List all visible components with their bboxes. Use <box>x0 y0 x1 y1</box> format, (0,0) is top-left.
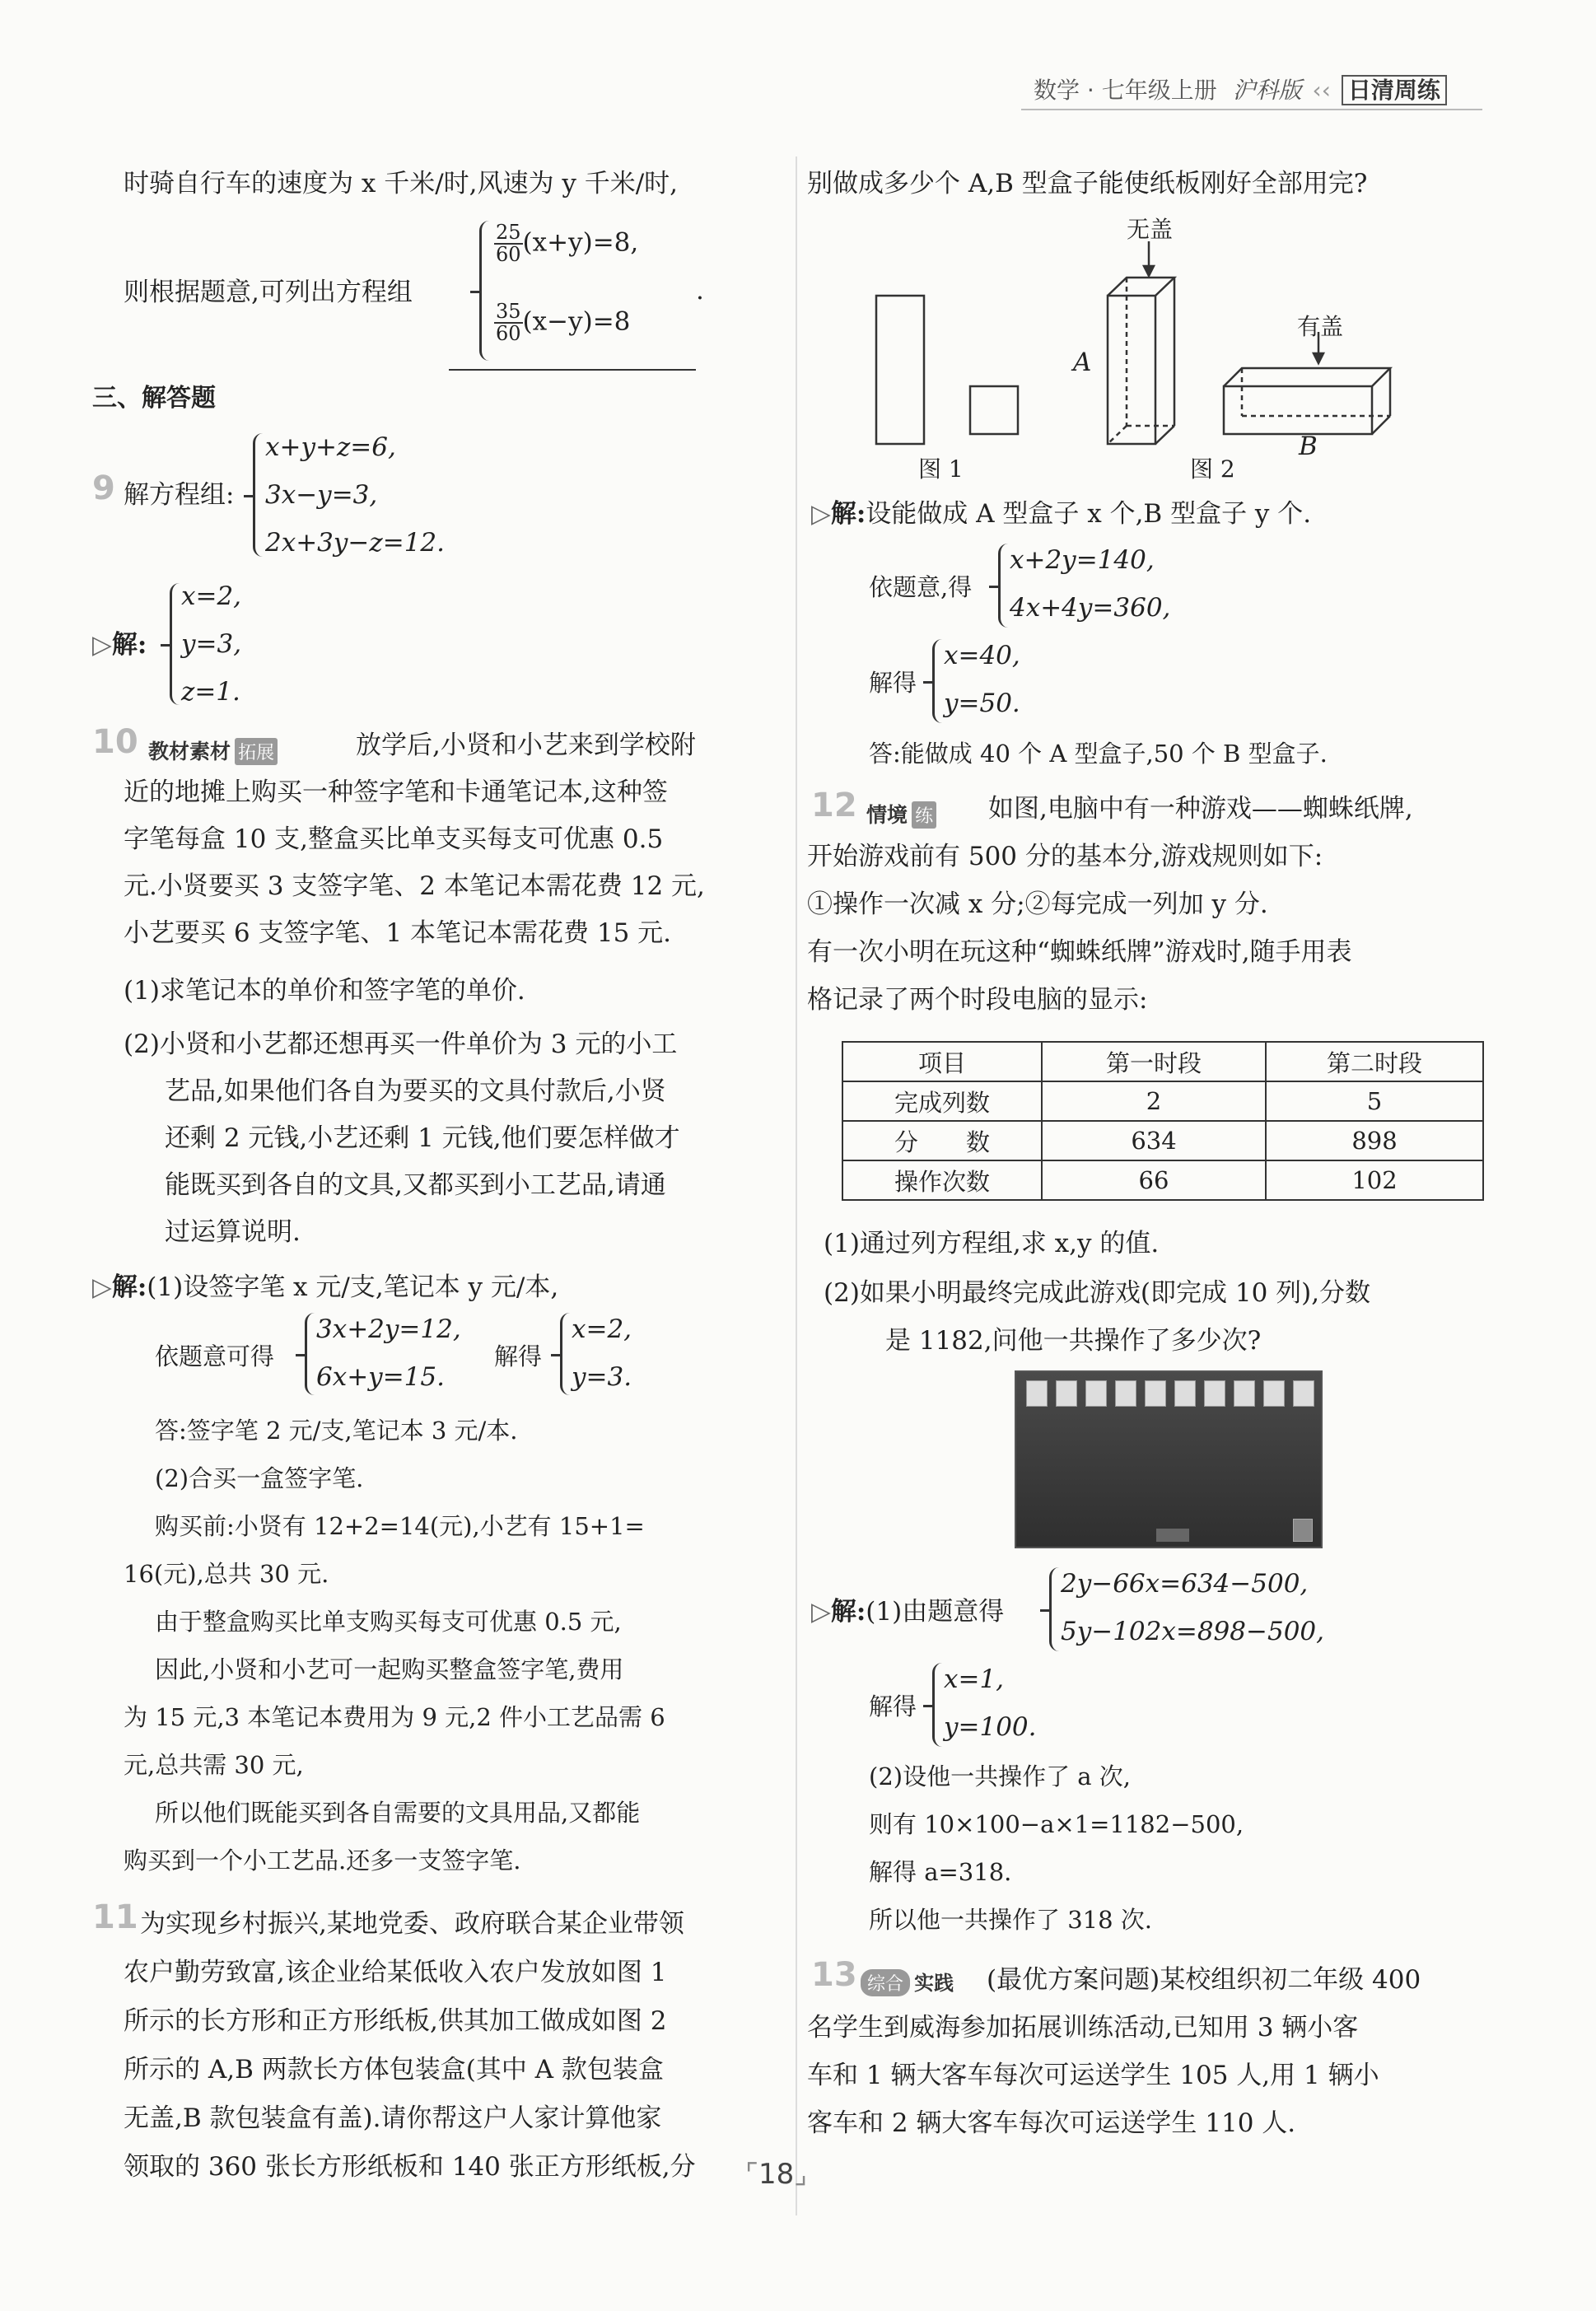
table-cell: 2 <box>1042 1081 1266 1121</box>
q11-line6: 领取的 360 张长方形纸板和 140 张正方形纸板,分 <box>124 2152 696 2182</box>
q13-line2: 名学生到威海参加拓展训练活动,已知用 3 辆小客 <box>807 2013 1359 2043</box>
q9-prompt: 解方程组: <box>124 480 235 510</box>
q10-line1: 放学后,小贤和小艺来到学校附 <box>356 731 696 760</box>
table-cell: 完成列数 <box>842 1081 1042 1121</box>
q12-tag-badge: 练 <box>912 801 936 829</box>
card-icon <box>1174 1380 1196 1407</box>
page-number-bracket-icon: ⌜ <box>745 2158 758 2191</box>
q11-answer: 答:能做成 40 个 A 型盒子,50 个 B 型盒子. <box>869 740 1328 768</box>
table-header-cell: 第一时段 <box>1042 1042 1266 1081</box>
q8-period: . <box>696 276 704 306</box>
q12-number: 12 <box>811 787 857 824</box>
q8-brace <box>479 221 490 361</box>
q12-sol-eq2: 5y−102x=898−500, <box>1061 1617 1325 1646</box>
q12-sol-brace1 <box>1049 1567 1060 1651</box>
q10-sol-solve: 解得 <box>494 1342 543 1370</box>
q10-solution-intro: ▷解:(1)设签字笔 x 元/支,笔记本 y 元/本, <box>92 1272 559 1302</box>
q12-line3: ①操作一次减 x 分;②每完成一列加 y 分. <box>807 889 1268 919</box>
q9-brace <box>253 433 264 557</box>
fig-label-a: A <box>1073 348 1092 377</box>
q13-line4: 客车和 2 辆大客车每次可运送学生 110 人. <box>807 2108 1296 2138</box>
fig-label-b: B <box>1299 432 1318 461</box>
q11-figures <box>856 210 1449 490</box>
header-brand: 日清周练 <box>1342 75 1447 105</box>
q11-line2: 农户勤劳致富,该企业给某低收入农户发放如图 1 <box>124 1958 667 1987</box>
q8-eq1-rest: (x+y)=8, <box>522 227 639 258</box>
q12-p2-ans3: 解得 a=318. <box>869 1858 1012 1886</box>
header-chevron-icon: ‹‹ <box>1312 77 1331 104</box>
header-edition: 沪科版 <box>1232 77 1302 104</box>
q11-sol-dep: 依题意,得 <box>869 573 973 601</box>
q12-p2-ans4: 所以他一共操作了 318 次. <box>869 1906 1153 1934</box>
q10-answer1: 答:签字笔 2 元/支,笔记本 3 元/本. <box>155 1417 518 1445</box>
table-cell: 66 <box>1042 1160 1266 1200</box>
q10-tag-badge: 拓展 <box>235 738 278 765</box>
section-title: 三、解答题 <box>92 384 216 413</box>
q10-line3: 字笔每盒 10 支,整盒买比单支买每支可优惠 0.5 <box>124 824 664 854</box>
fig2-box-b <box>1224 368 1390 434</box>
q10-line4: 元.小贤要买 3 支签字笔、2 本笔记本需花费 12 元, <box>124 871 705 901</box>
q9-solution-label: ▷解: <box>92 630 147 660</box>
q9-sol1: x=2, <box>181 581 242 611</box>
q10-line2: 近的地摊上购买一种签字笔和卡通笔记本,这种签 <box>124 777 668 807</box>
q10-p2-ans8: 所以他们既能买到各自需要的文具用品,又都能 <box>155 1799 641 1827</box>
q10-tags <box>148 735 278 765</box>
q8-eq1 <box>494 222 638 265</box>
q12-part2-line1: (2)如果小明最终完成此游戏(即完成 10 列),分数 <box>824 1278 1371 1308</box>
card-icon <box>1204 1380 1225 1407</box>
q10-number: 10 <box>92 723 138 761</box>
q10-p2-ans2: 购买前:小贤有 12+2=14(元),小艺有 15+1= <box>155 1512 645 1540</box>
table-cell: 分 数 <box>842 1121 1042 1160</box>
q10-part2-line3: 还剩 2 元钱,小艺还剩 1 元钱,他们要怎样做才 <box>165 1123 680 1153</box>
card-icon <box>1026 1380 1048 1407</box>
fig1-rectangle-board <box>876 296 924 444</box>
q8-eq1-fraction: $\frac{25}{60}$ <box>496 221 521 267</box>
solution-arrow-icon: ▷ <box>811 499 831 529</box>
q9-number: 9 <box>92 469 115 507</box>
q12-tag-label: 情境 <box>866 803 908 827</box>
table-row <box>842 1160 1483 1200</box>
card-icon <box>1293 1380 1314 1407</box>
table-cell: 5 <box>1266 1081 1483 1121</box>
q9-sol2: y=3, <box>181 629 242 659</box>
q12-line5: 格记录了两个时段电脑的显示: <box>807 985 1148 1015</box>
q8-answer-underline <box>449 369 696 371</box>
spider-solitaire-screenshot <box>1015 1370 1323 1548</box>
q11-continued-line: 别做成多少个 A,B 型盒子能使纸板刚好全部用完? <box>807 169 1368 198</box>
q10-sol-brace1 <box>305 1313 315 1395</box>
q10-sol-r1: x=2, <box>572 1314 632 1344</box>
q10-sol-eq1: 3x+2y=12, <box>316 1314 461 1344</box>
q8-line2: 则根据题意,可列出方程组 <box>124 278 413 307</box>
q12-sol-solve: 解得 <box>869 1692 917 1720</box>
q11-sol-brace1 <box>998 544 1009 628</box>
q9-eq2: 3x−y=3, <box>265 480 378 510</box>
score-panel-icon <box>1156 1529 1189 1542</box>
q10-p2-ans6: 为 15 元,3 本笔记本费用为 9 元,2 件小工艺品需 6 <box>124 1703 665 1731</box>
q10-p2-ans4: 由于整盒购买比单支购买每支可优惠 0.5 元, <box>155 1608 622 1636</box>
q10-p2-ans3: 16(元),总共 30 元. <box>124 1560 329 1588</box>
card-icon <box>1145 1380 1166 1407</box>
fig2-box-a <box>1108 278 1174 444</box>
fig-label-yougai: 有盖 <box>1297 313 1344 340</box>
q9-eq3: 2x+3y−z=12. <box>265 528 445 558</box>
q10-sol-brace2 <box>560 1313 571 1395</box>
q11-number: 11 <box>92 1898 138 1936</box>
header-rule <box>1021 109 1482 110</box>
table-row <box>842 1121 1483 1160</box>
solution-arrow-icon: ▷ <box>92 1272 112 1302</box>
q11-line5: 无盖,B 款包装盒有盖).请你帮这户人家计算他家 <box>124 2103 662 2133</box>
table-cell: 操作次数 <box>842 1160 1042 1200</box>
q12-sol-eq1: 2y−66x=634−500, <box>1061 1569 1309 1599</box>
q9-sol-brace <box>170 583 180 705</box>
q12-p2-ans2: 则有 10×100−a×1=1182−500, <box>869 1810 1244 1838</box>
page-number-bracket-icon: ⌟ <box>794 2158 808 2191</box>
column-divider <box>796 156 797 2215</box>
q10-part2-line4: 能既买到各自的文具,又都买到小工艺品,请通 <box>165 1170 666 1200</box>
q11-line4: 所示的 A,B 两款长方体包装盒(其中 A 款包装盒 <box>124 2055 664 2085</box>
q10-part2-line2: 艺品,如果他们各自为要买的文具付款后,小贤 <box>165 1076 666 1106</box>
q10-line5: 小艺要买 6 支签字笔、1 本笔记本需花费 15 元. <box>124 918 672 948</box>
q8-eq2-fraction: $\frac{35}{60}$ <box>496 300 521 346</box>
q8-line1: 时骑自行车的速度为 x 千米/时,风速为 y 千米/时, <box>124 169 679 198</box>
q13-tag-badge: 综合 <box>861 1969 910 1996</box>
q10-tag-label: 教材素材 <box>148 740 231 763</box>
fig1-square-board <box>970 386 1018 434</box>
q9-eq1: x+y+z=6, <box>265 432 396 462</box>
q12-record-table <box>842 1041 1484 1201</box>
q13-tags <box>861 1967 954 1996</box>
q11-sol-eq2: 4x+4y=360, <box>1010 593 1171 623</box>
card-row <box>1026 1380 1314 1407</box>
q10-p2-ans9: 购买到一个小工艺品.还多一支签字笔. <box>124 1846 521 1874</box>
q11-sol-eq1: x+2y=140, <box>1010 545 1155 575</box>
q12-sol-brace2 <box>932 1663 943 1747</box>
card-icon <box>1056 1380 1077 1407</box>
q10-part1: (1)求笔记本的单价和签字笔的单价. <box>124 976 525 1006</box>
deck-icon <box>1293 1519 1313 1542</box>
solution-arrow-icon: ▷ <box>811 1597 831 1627</box>
q11-sol-brace2 <box>932 639 943 723</box>
table-cell: 898 <box>1266 1121 1483 1160</box>
fig-label-wugai: 无盖 <box>1127 216 1174 243</box>
card-icon <box>1263 1380 1285 1407</box>
q9-sol3: z=1. <box>181 677 240 707</box>
q10-part2-line1: (2)小贤和小艺都还想再买一件单价为 3 元的小工 <box>124 1029 678 1059</box>
page-number: ⌜18⌟ <box>745 2158 808 2191</box>
table-row <box>842 1081 1483 1121</box>
page-header <box>1034 72 1447 105</box>
q12-part1: (1)通过列方程组,求 x,y 的值. <box>824 1229 1160 1258</box>
q11-sol-r1: x=40, <box>944 641 1020 670</box>
table-cell: 102 <box>1266 1160 1483 1200</box>
q8-eq2 <box>494 301 630 344</box>
table-header-row <box>842 1042 1483 1081</box>
card-icon <box>1115 1380 1136 1407</box>
q12-part2-line2: 是 1182,问他一共操作了多少次? <box>885 1326 1262 1356</box>
q10-sol-dep: 依题意可得 <box>155 1342 275 1370</box>
q10-part2-line5: 过运算说明. <box>165 1217 301 1247</box>
q11-sol-solve: 解得 <box>869 669 917 697</box>
q12-sol-r1: x=1, <box>944 1664 1005 1694</box>
card-icon <box>1234 1380 1255 1407</box>
q13-line3: 车和 1 辆大客车每次可运送学生 105 人,用 1 辆小 <box>807 2061 1379 2090</box>
q12-line1: 如图,电脑中有一种游戏——蜘蛛纸牌, <box>988 794 1413 824</box>
q13-tag-label: 实践 <box>914 1972 954 1995</box>
q12-line2: 开始游戏前有 500 分的基本分,游戏规则如下: <box>807 842 1323 871</box>
q12-tags <box>866 799 936 829</box>
arrow-to-box-a <box>1144 241 1154 276</box>
fig1-caption: 图 1 <box>918 455 964 483</box>
fig2-caption: 图 2 <box>1190 455 1235 483</box>
q8-eq2-rest: (x−y)=8 <box>522 306 631 337</box>
q12-sol-r2: y=100. <box>944 1712 1037 1742</box>
q12-solution-dep: ▷解:(1)由题意得 <box>811 1597 1005 1627</box>
q10-sol-eq2: 6x+y=15. <box>316 1362 445 1392</box>
table-header-cell: 项目 <box>842 1042 1042 1081</box>
table-header-cell: 第二时段 <box>1266 1042 1483 1081</box>
q13-number: 13 <box>811 1956 857 1994</box>
solution-arrow-icon: ▷ <box>92 630 112 660</box>
table-cell: 634 <box>1042 1121 1266 1160</box>
q12-p2-ans1: (2)设他一共操作了 a 次, <box>869 1762 1132 1790</box>
header-subject: 数学 · 七年级上册 <box>1034 77 1217 104</box>
q11-sol-r2: y=50. <box>944 689 1020 718</box>
q10-sol-r2: y=3. <box>572 1362 632 1392</box>
card-icon <box>1085 1380 1107 1407</box>
q11-line1: 为实现乡村振兴,某地党委、政府联合某企业带领 <box>140 1909 684 1939</box>
q10-p2-ans5: 因此,小贤和小艺可一起购买整盒签字笔,费用 <box>155 1655 624 1683</box>
q11-solution-intro: ▷解:设能做成 A 型盒子 x 个,B 型盒子 y 个. <box>811 499 1312 529</box>
q12-line4: 有一次小明在玩这种“蜘蛛纸牌”游戏时,随手用表 <box>807 937 1352 967</box>
q13-line1: (最优方案问题)某校组织初二年级 400 <box>987 1965 1421 1995</box>
q11-line3: 所示的长方形和正方形纸板,供其加工做成如图 2 <box>124 2006 667 2036</box>
q10-p2-ans1: (2)合买一盒签字笔. <box>155 1464 364 1492</box>
q10-p2-ans7: 元,总共需 30 元, <box>124 1751 304 1779</box>
